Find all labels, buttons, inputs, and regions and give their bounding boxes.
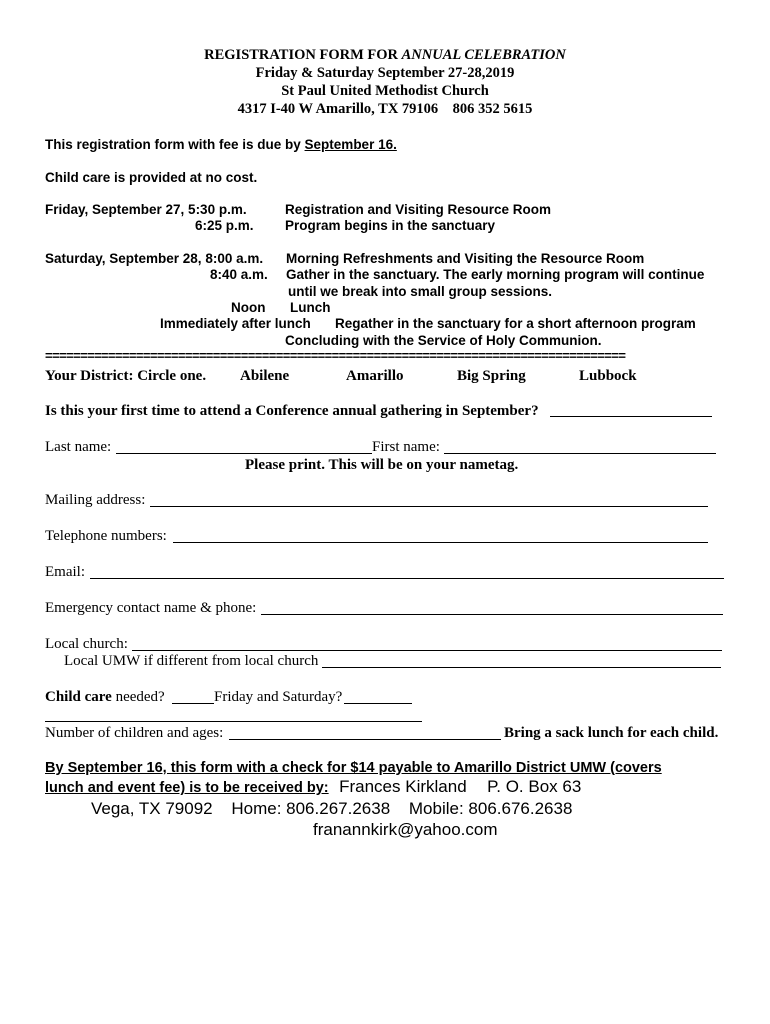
due-notice: This registration form with fee is due by September 16. [45, 137, 397, 152]
friday-event-1: Registration and Visiting Resource Room [285, 202, 552, 217]
local-church-label: Local church: [45, 636, 128, 652]
first-name-field[interactable] [444, 453, 716, 454]
number-of-children-label: Number of children and ages: [45, 725, 224, 741]
print-note: Please print. This will be on your nametag. [245, 457, 519, 473]
form-title: REGISTRATION FORM FOR ANNUAL CELEBRATION [204, 47, 566, 63]
mailing-address-field[interactable] [150, 506, 708, 507]
friday-saturday-label: Friday and Saturday? [214, 689, 343, 705]
church-name: St Paul United Methodist Church [281, 83, 489, 99]
local-umw-label: Local UMW if different from local church [64, 653, 319, 669]
contact-address-line: Vega, TX 79092 Home: 806.267.2638 Mobile: 806.676.2638 [91, 799, 573, 818]
saturday-event-1: Morning Refreshments and Visiting the Resource Room [286, 251, 645, 266]
first-time-question: Is this your first time to attend a Conference annual gathering in September? [45, 403, 539, 419]
telephone-label: Telephone numbers: [45, 528, 167, 544]
saturday-time-3: Noon [231, 300, 266, 315]
first-time-answer-line[interactable] [550, 416, 712, 417]
email-field[interactable] [90, 578, 724, 579]
friday-saturday-field[interactable] [344, 703, 412, 704]
district-option-abilene[interactable]: Abilene [240, 368, 290, 384]
childcare-needed-label: Child care needed? [45, 689, 165, 705]
saturday-event-4-cont: Concluding with the Service of Holy Communion. [285, 333, 602, 348]
first-name-label: First name: [372, 439, 440, 455]
payment-instructions-line-2: lunch and event fee) is to be received by: Frances Kirkland P. O. Box 63 [45, 777, 582, 796]
saturday-event-4: Regather in the sanctuary for a short afternoon program [335, 316, 696, 331]
friday-time-2: 6:25 p.m. [195, 218, 254, 233]
local-umw-field[interactable] [322, 667, 721, 668]
contact-email: franannkirk@yahoo.com [313, 820, 498, 839]
event-dates: Friday & Saturday September 27-28,2019 [255, 65, 515, 81]
emergency-contact-label: Emergency contact name & phone: [45, 600, 257, 616]
district-option-amarillo[interactable]: Amarillo [346, 368, 404, 384]
friday-event-2: Program begins in the sanctuary [285, 218, 496, 233]
childcare-notice: Child care is provided at no cost. [45, 170, 258, 185]
local-church-field[interactable] [132, 650, 722, 651]
childcare-extra-line[interactable] [45, 721, 422, 722]
saturday-time-4: Immediately after lunch [160, 316, 311, 331]
mailing-address-label: Mailing address: [45, 492, 146, 508]
childcare-needed-field[interactable] [172, 703, 214, 704]
emergency-contact-field[interactable] [261, 614, 723, 615]
saturday-time-2: 8:40 a.m. [210, 267, 268, 282]
last-name-label: Last name: [45, 439, 112, 455]
district-label: Your District: Circle one. [45, 368, 207, 384]
friday-time-1: Friday, September 27, 5:30 p.m. [45, 202, 247, 217]
district-option-lubbock[interactable]: Lubbock [579, 368, 637, 384]
email-label: Email: [45, 564, 85, 580]
district-option-big-spring[interactable]: Big Spring [457, 368, 526, 384]
sack-lunch-note: Bring a sack lunch for each child. [504, 725, 719, 741]
church-address: 4317 I-40 W Amarillo, TX 79106 806 352 5615 [237, 101, 533, 117]
saturday-event-2-cont: until we break into small group sessions. [288, 284, 553, 299]
saturday-time-1: Saturday, September 28, 8:00 a.m. [45, 251, 264, 266]
divider: =================================================================================== [45, 348, 626, 363]
telephone-field[interactable] [173, 542, 708, 543]
saturday-event-3: Lunch [290, 300, 331, 315]
payment-instructions-line-1: By September 16, this form with a check for $14 payable to Amarillo District UMW (covers [45, 760, 662, 776]
number-of-children-field[interactable] [229, 739, 501, 740]
last-name-field[interactable] [116, 453, 372, 454]
saturday-event-2: Gather in the sanctuary. The early morning program will continue [286, 267, 705, 282]
